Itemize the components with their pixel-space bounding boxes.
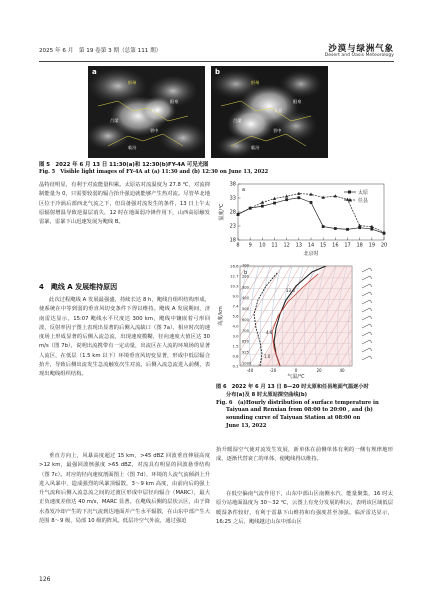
chart-b-container: [216, 262, 392, 380]
wind-barb-flag: [370, 292, 372, 295]
height-label: 7.4: [232, 303, 239, 309]
wind-barb-shaft: [362, 284, 370, 288]
wind-barb-flag: [370, 332, 372, 335]
section-heading: 4 飑线 A 发展维持原因: [39, 283, 118, 291]
isotherm: [357, 266, 392, 366]
height-label: 4.0: [232, 323, 239, 329]
y-tick-label: 28: [229, 209, 236, 216]
chart-a-ylabel: 温度/℃: [219, 203, 225, 221]
x-tick-label: 11: [271, 242, 278, 249]
pressure-label: 200: [242, 274, 249, 279]
figure6-caption-en-4: June 13, 2022: [226, 422, 267, 429]
left-paragraph-2: 此次过程飑线 A 发展最强盛，持续长达 8 h，飑线自组织结构形成，使系统在中等到弱的垂直风切变条件下得以维持。飑线 A 发展期间，济南雷达显示，15:07 飑线水平尺度达 300 km，飑线中镶嵌着弓形回波，反射率因子图上表现出显著的后侧入流缺口（图 7a），相应时次的速度场上形成显著的后侧入流急流，出现速度模糊，径向速度大值区达 30 m/s（图 7b），说明出流携带有一定动量，出流区在人流的环境场的显著人流区，在低层（1.5 km 以下）环境垂直风切变显著，形成中低层辐合抬升，导致后侧出流发生急流触发次生对流，后侧入流急流进入前侧，表现出飑线组织结构。: [39, 297, 210, 377]
wind-barb-flag: [370, 268, 372, 271]
place-label: 太原: [151, 108, 160, 113]
dry-adiabat: [381, 266, 391, 366]
data-point: [322, 225, 325, 228]
chart-a-panel-label: a: [242, 187, 246, 193]
x-tick-label: 12: [283, 242, 290, 249]
legend-marker-taiyuan: [348, 191, 351, 194]
satellite-image-b: [211, 66, 328, 158]
wind-barb-shaft: [362, 332, 370, 336]
place-label: 吕梁: [110, 118, 119, 123]
data-point: [370, 228, 373, 231]
wind-barb-shaft: [362, 340, 370, 344]
pressure-label: 300: [242, 285, 249, 290]
temp-tick-label: 20: [316, 368, 322, 373]
x-tick-label: 8: [236, 242, 240, 249]
pressure-label: 400: [242, 296, 249, 301]
pressure-label: 1000: [242, 361, 252, 366]
height-label: 0.8: [232, 353, 239, 359]
panel-label-a: a: [92, 68, 97, 76]
y-tick-label: 38: [229, 181, 236, 188]
y-tick-label: 18: [229, 237, 236, 244]
satellite-clouds-b: [211, 66, 328, 158]
satellite-clouds-a: [88, 66, 205, 158]
wind-barb-flag: [370, 348, 372, 351]
pressure-label: 700: [242, 328, 249, 333]
place-label: 太原: [274, 108, 283, 113]
pressure-label: 500: [242, 307, 249, 312]
y-tick-label: 33: [229, 195, 236, 202]
height-label: 0.1: [232, 363, 239, 369]
wind-barb-shaft: [362, 308, 370, 312]
lcl-label: 1.0: [264, 354, 271, 359]
x-tick-label: 9: [248, 242, 252, 249]
wind-barb-shaft: [362, 300, 370, 304]
temp-tick-label: -40: [246, 368, 254, 373]
x-tick-label: 20: [380, 242, 388, 249]
figure6-caption-en-3: sounding curve of Taiyuan Station at 08:00 on: [226, 415, 361, 422]
height-label: 1.5: [232, 343, 239, 349]
y-tick-label: 23: [229, 223, 236, 230]
place-label: 晋中: [273, 128, 282, 133]
place-label: 吕梁: [233, 118, 242, 123]
figure6-caption-en-2: Taiyuan and Renxian from 08:00 to 20:00 , and (b): [226, 407, 373, 414]
x-tick-label: 14: [307, 242, 315, 249]
wind-barb-flag: [370, 356, 372, 359]
data-point: [285, 195, 288, 198]
figure6-caption: [216, 384, 396, 431]
data-point: [261, 205, 264, 208]
height-label: 9.0: [232, 293, 239, 299]
wind-barbs: [362, 268, 372, 360]
lfc-label: 4.6: [266, 330, 273, 335]
skewt-sounding-diagram: [216, 262, 392, 380]
temp-tick-label: 40: [339, 368, 345, 373]
x-tick-label: 13: [295, 242, 303, 249]
pressure-label: 850: [242, 339, 249, 344]
data-point: [346, 228, 349, 231]
wind-barb-flag: [370, 300, 372, 303]
data-point: [273, 197, 276, 200]
pressure-label: 600: [242, 317, 249, 322]
wind-barb-shaft: [362, 276, 370, 280]
figure5-caption-cn: 图 5 2022 年 6 月 13 日 11:30(a)和 12:30(b)FY-4A 可见光图: [39, 162, 209, 168]
wind-barb-shaft: [362, 316, 370, 320]
chart-b-ylabel: 高度/km: [218, 306, 224, 326]
panel-label-b: b: [215, 68, 221, 76]
height-label: 16.6: [230, 263, 239, 269]
x-tick-label: 16: [332, 242, 339, 249]
height-label: 5.6: [232, 313, 239, 319]
height-label: 10.3: [230, 283, 239, 289]
wind-barb-flag: [370, 276, 372, 279]
x-tick-label: 10: [259, 242, 266, 249]
place-label: 阳泉: [170, 99, 179, 104]
wind-barb-flag: [370, 316, 372, 319]
data-point: [273, 202, 276, 205]
temp-tick-label: 0: [294, 368, 298, 373]
figure5-caption-en: Fig. 5 Visible light images of FY-4A at (a) 11:30 and (b) 12:30 on June 13, 2022: [39, 169, 269, 175]
figure6-caption-cn-1: 图 6 2022 年 6 月 13 日 8—20 时太原和任县地面气温逐小时: [216, 384, 369, 390]
el-label: 13.4: [286, 288, 295, 293]
wind-barb-flag: [370, 324, 372, 327]
chart-b-panel-label: b: [244, 270, 248, 276]
height-label: 12.7: [230, 273, 239, 279]
chart-a-container: [216, 180, 392, 258]
right-paragraph-2: 在低空偏南气流作用下，山东中部山区南侧水汽、能量聚集，16 时太原分站地面温度为 30～32 ℃，云图上有充分发展的积云，表明该区域低层暖湿条件较好，有利于雷暴下山维持和有强度甚至加强。临沂雷达显示，16:25 之后，飑线越过山东中部山区: [216, 491, 393, 525]
place-label: 阳泉: [293, 99, 302, 104]
legend-label-taiyuan: 太原: [358, 190, 369, 196]
journal-title-cn: 沙漠与绿洲气象: [328, 43, 394, 53]
right-paragraph-1: 抬升暖湿空气使对流发生发展，新单体在前侧单体有利的一侧有规律地形成，逐渐代替衰亡的单体，使飑线得以维持。: [216, 447, 393, 463]
chart-b-xlabel: 气温/℃: [287, 374, 305, 380]
isotherm: [375, 266, 392, 366]
wind-barb-flag: [370, 340, 372, 343]
temperature-tick-labels: [247, 368, 345, 373]
data-point: [297, 196, 300, 199]
page-number: 126: [39, 576, 51, 583]
data-point: [297, 192, 300, 195]
wind-barb-shaft: [362, 356, 370, 360]
x-tick-label: 15: [319, 242, 327, 249]
legend-label-renxian: 任县: [358, 198, 369, 204]
figure6-caption-en-1: Fig. 6 (a)Hourly distribution of surface temperature in: [216, 399, 379, 406]
data-point: [334, 194, 337, 197]
satellite-image-a: [88, 66, 205, 158]
place-label: 晋中: [150, 128, 159, 133]
header-divider: [39, 61, 394, 62]
chart-a-xlabel: 北京时: [303, 251, 319, 257]
left-paragraph-3: 垂直方向上，风暴高度超过 15 km，>45 dBZ 回波垂直伸展高度 >12 km，最强回波核强度 >65 dBZ，对流具有明显的回波悬垂结构（图 7c）。对应的径向速度剖面图上（图 7d），环境的人流气流倾斜上升进入风暴中，造成强烈的风暴顶辐散，3～9 km 高度，由前向后的强上升气流和后侧入流急流之间的过渡区形成中层径向辐合（MARC），最大正负速度差值达 40 m/s，MARC 显著。在飑线后侧的层状云区，由于降水蒸发冷却产生的下沉气流到达地面并产生水平辐散，在山东中部产生大范围 8～9 级，局部 10 级的阵风。低层冷空气外流，通过强迫: [39, 453, 210, 524]
place-label: 临汾: [251, 145, 260, 150]
height-label: 3.0: [232, 333, 239, 339]
dry-adiabat: [370, 266, 380, 366]
temperature-line-chart: [216, 180, 392, 258]
x-tick-label: 19: [368, 242, 376, 249]
place-label: 忻州: [251, 80, 260, 85]
height-labels: [230, 264, 239, 369]
wind-barb-flag: [370, 308, 372, 311]
data-point: [310, 201, 313, 204]
wind-barb-shaft: [362, 324, 370, 328]
figure6-caption-cn-2: 分布(a)及 8 时太原站探空曲线(b): [226, 391, 307, 398]
issue-info: 2025 年 6 月 第 19 卷第 3 期（总第 111 期）: [39, 48, 162, 54]
place-label: 忻州: [128, 80, 137, 85]
journal-title-en: Desert and Oasis Meteorology: [324, 53, 394, 58]
data-point: [334, 227, 337, 230]
data-point: [285, 198, 288, 201]
wind-barb-shaft: [362, 348, 370, 352]
x-tick-label: 17: [344, 242, 351, 249]
data-point: [346, 198, 349, 201]
temp-tick-label: -20: [269, 368, 277, 373]
wind-barb-shaft: [362, 292, 370, 296]
left-paragraph-1: 晶特征明显，有利于对流能量积累。太原站对流温度为 27.8 ℃，对流抑制能量为 0，只需要较弱的辐合抬升强迫就能够产生热对流。尽管华北地区位于冷涡后部西北气流之下，但具备强对流发生的条件，13 日上午太原辐射增温导致逆温层消失，12 时在地面弱冷锋作用下，山西高原触发雷暴，雷暴下山迅速发展为飑线 B。: [39, 182, 210, 225]
wind-barb-shaft: [362, 268, 370, 272]
pressure-label: 925: [242, 350, 249, 355]
x-tick-label: 18: [356, 242, 363, 249]
place-label: 临汾: [128, 145, 137, 150]
pressure-label: 100: [242, 263, 249, 268]
wind-barb-flag: [370, 284, 372, 287]
